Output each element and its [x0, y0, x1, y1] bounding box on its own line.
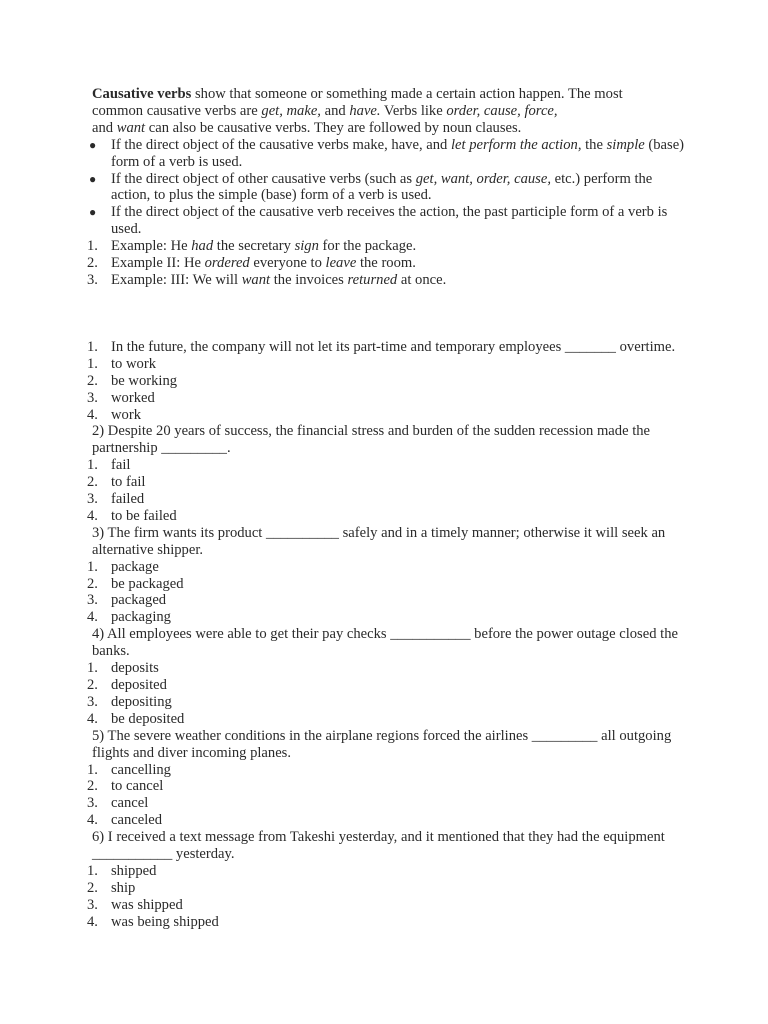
option-text: to cancel [111, 778, 164, 795]
question-text: 2) Despite 20 years of success, the financial stress and burden of the sudden recession made the partnership _________. [92, 423, 651, 457]
option-text: failed [111, 491, 145, 508]
answer-option [87, 693, 692, 711]
option-number: 1. [87, 761, 98, 778]
option-number: 1. [87, 457, 98, 474]
option-number: 2. [87, 677, 98, 693]
answer-option [87, 795, 692, 812]
example-text [111, 238, 692, 255]
rules-list [89, 136, 692, 238]
answer-option [87, 862, 692, 880]
rule-text: (base) form of a verb is used. [111, 136, 685, 170]
option-number: 2. [87, 372, 98, 389]
option-number: 2. [87, 879, 98, 896]
option-number: 3. [87, 491, 98, 508]
question-prompt [87, 338, 692, 356]
question-block [87, 829, 692, 930]
bullet-icon: ● [89, 205, 97, 220]
answer-option [87, 812, 692, 829]
answer-option [87, 474, 692, 491]
example-text [111, 272, 692, 289]
option-number: 1. [87, 355, 98, 372]
answer-option [87, 879, 692, 897]
option-text: depositing [111, 693, 172, 710]
option-number: 4. [87, 406, 98, 423]
example-part: everyone to [249, 255, 326, 272]
rule-item [89, 136, 692, 171]
answer-option [87, 507, 692, 525]
bullet-icon: ● [89, 137, 97, 152]
option-number: 2. [87, 778, 98, 795]
answer-option [87, 592, 692, 609]
example-italic: returned [347, 271, 398, 288]
option-number: 3. [87, 896, 98, 913]
option-text: be working [111, 372, 178, 389]
option-text: to work [111, 355, 156, 372]
rule-italic: let perform the action, [450, 136, 582, 153]
answer-option [87, 372, 692, 390]
example-text [111, 255, 692, 272]
option-number: 4. [87, 913, 98, 930]
option-text: to be failed [111, 507, 177, 524]
example-number: 2. [87, 255, 98, 272]
intro-text: show that someone or something made a certain action happen. The most [191, 86, 623, 102]
option-number: 2. [87, 474, 98, 491]
section-spacer [92, 289, 692, 339]
option-text: work [111, 406, 141, 423]
example-part: the invoices [270, 271, 348, 288]
example-number: 3. [87, 271, 98, 288]
option-number: 4. [87, 812, 98, 829]
answer-option [87, 710, 692, 728]
answer-option [87, 660, 692, 677]
example-part: the room. [356, 255, 416, 272]
rule-italic: simple [606, 136, 645, 153]
example-italic: had [191, 238, 214, 255]
question-block [87, 338, 692, 424]
rule-item [89, 170, 692, 205]
answer-option [87, 491, 692, 508]
question-block [87, 423, 692, 524]
question-text: 4) All employees were able to get their pay checks ___________ before the power outage closed the banks. [92, 626, 678, 660]
question-block [87, 626, 692, 727]
option-text: be packaged [111, 575, 184, 592]
rule-text: If the direct object of the causative verbs make, have, and [111, 136, 451, 153]
option-number: 4. [87, 710, 98, 727]
intro-term: Causative verbs [92, 86, 192, 102]
example-italic: sign [294, 238, 319, 255]
rule-text: If the direct object of other causative verbs (such as [111, 170, 416, 187]
example-item [87, 255, 692, 272]
example-part: Example II: He [111, 255, 205, 272]
option-text: deposited [111, 677, 167, 693]
option-text: deposits [111, 660, 159, 677]
option-number: 3. [87, 389, 98, 406]
answer-option [87, 778, 692, 795]
option-number: 4. [87, 609, 98, 626]
question-text: 5) The severe weather conditions in the airplane regions forced the airlines _________ all outgoing flights and diver incoming planes. [92, 727, 672, 761]
rule-item [89, 204, 692, 238]
example-part: Example: He [111, 238, 192, 255]
example-part: at once. [397, 271, 447, 288]
answer-option [87, 761, 692, 779]
answer-option [87, 389, 692, 407]
answer-option [87, 355, 692, 373]
option-text: fail [111, 457, 131, 474]
option-text: canceled [111, 812, 163, 829]
intro-text: common causative verbs are [92, 102, 262, 119]
example-italic: leave [325, 255, 357, 272]
option-text: package [111, 558, 159, 575]
rule-italic: get, want, order, cause, [415, 170, 551, 187]
answer-option [87, 913, 692, 931]
rule-text: the [581, 136, 607, 153]
intro-line-1 [92, 86, 692, 103]
answer-option [87, 896, 692, 914]
question-block [87, 727, 692, 829]
option-text: was being shipped [111, 913, 219, 930]
rule-text: etc.) perform the action, to plus the simple (base) form of a verb is used. [111, 170, 653, 204]
option-number: 3. [87, 592, 98, 609]
option-text: to fail [111, 474, 146, 491]
answer-option [87, 457, 692, 474]
option-text: packaged [111, 592, 167, 609]
option-text: shipped [111, 862, 157, 879]
question-number: 1. [87, 338, 98, 355]
example-item [87, 271, 692, 289]
question-text: In the future, the company will not let its part-time and temporary employees _______ overtime. [111, 338, 676, 355]
option-number: 1. [87, 862, 98, 879]
option-number: 2. [87, 575, 98, 592]
intro-line-3 [92, 120, 692, 137]
option-text: ship [111, 879, 136, 896]
answer-option [87, 677, 692, 694]
intro-italic: get, make, [261, 102, 321, 119]
answer-option [87, 609, 692, 626]
option-number: 3. [87, 795, 98, 812]
option-text: was shipped [111, 896, 183, 913]
answer-option [87, 406, 692, 424]
questions-list [87, 338, 692, 931]
question-block [87, 524, 692, 626]
intro-line-2 [92, 103, 692, 120]
option-text: be deposited [111, 710, 185, 727]
intro-text: Verbs like [380, 102, 447, 119]
answer-option [87, 575, 692, 593]
answer-option [87, 558, 692, 576]
option-text: worked [111, 389, 155, 406]
intro-text: and [320, 102, 350, 119]
example-italic: ordered [204, 255, 250, 272]
intro-italic: want [116, 119, 146, 136]
example-part: the secretary [213, 238, 295, 255]
intro-italic: have. [349, 102, 381, 119]
question-text: 3) The firm wants its product __________ safely and in a timely manner; otherwise it will seek an alternative shipper. [92, 524, 666, 558]
example-part: for the package. [318, 238, 417, 255]
document-content [87, 86, 692, 931]
intro-paragraph [92, 86, 692, 137]
example-number: 1. [87, 238, 98, 255]
intro-text: can also be causative verbs. They are followed by noun clauses. [145, 119, 522, 136]
example-italic: want [241, 271, 271, 288]
option-text: cancel [111, 795, 149, 812]
intro-italic: order, cause, force, [446, 102, 558, 119]
option-number: 4. [87, 507, 98, 524]
rule-text: If the direct object of the causative verb receives the action, the past participle form of a verb is used. [111, 204, 668, 238]
bullet-icon: ● [89, 171, 97, 186]
option-number: 1. [87, 660, 98, 677]
option-text: cancelling [111, 761, 171, 778]
question-text: 6) I received a text message from Takeshi yesterday, and it mentioned that they had the equipment ___________ yesterday. [92, 829, 665, 863]
example-part: Example: III: We will [111, 271, 242, 288]
option-number: 1. [87, 558, 98, 575]
option-text: packaging [111, 609, 171, 626]
option-number: 3. [87, 693, 98, 710]
example-item [87, 238, 692, 255]
examples-list [87, 238, 692, 289]
intro-text: and [92, 119, 117, 136]
